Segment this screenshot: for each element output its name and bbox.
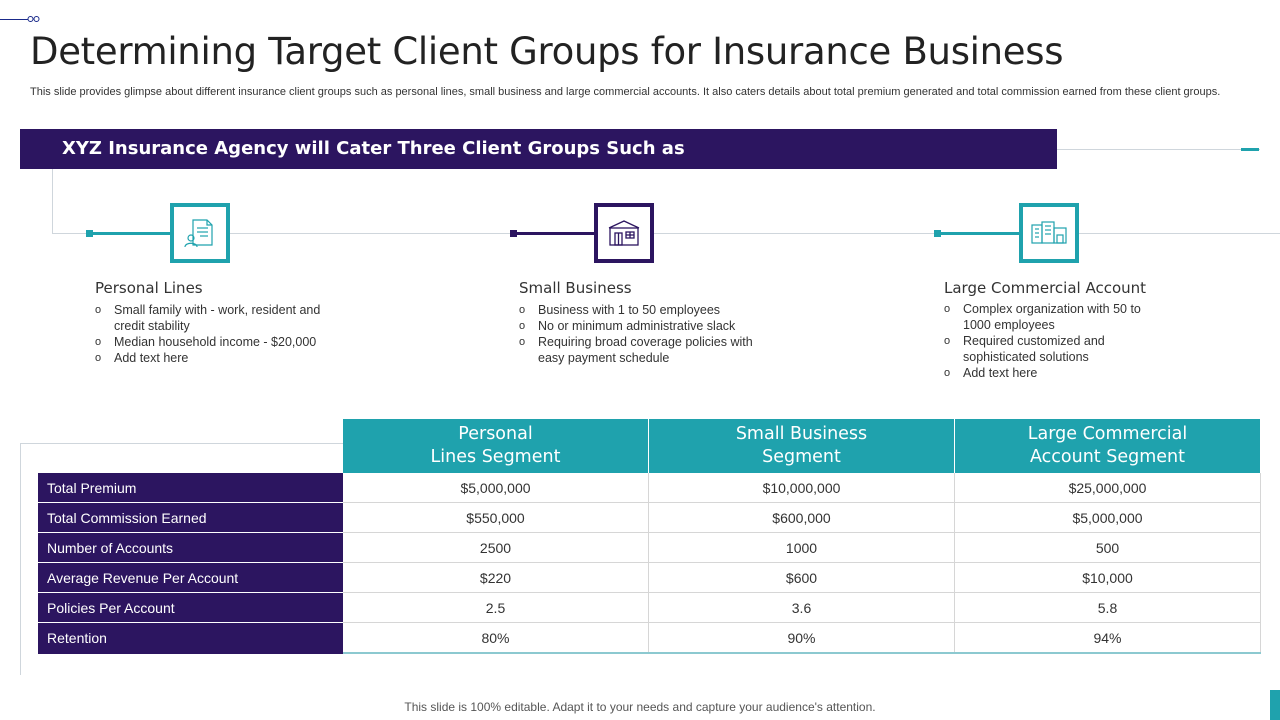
row-label: Policies Per Account [38,593,343,623]
list-item: o Business with 1 to 50 employees [519,302,774,318]
table-row [38,533,1261,563]
list-item: o Complex organization with 50 to 1000 employees [944,301,1159,333]
table-cell: 1000 [649,533,955,563]
group-3-connector [940,232,1019,235]
group-1-list [95,302,340,366]
group-3-title: Large Commercial Account [944,279,1147,297]
list-item: o No or minimum administrative slack [519,318,774,334]
group-3-list [944,301,1159,381]
document-person-icon [183,217,217,249]
table-cell: $600,000 [649,503,955,533]
column-header: Large Commercial Account Segment [955,419,1261,473]
group-3-icon-box [1019,203,1079,263]
group-2-list [519,302,774,366]
banner-extension-line [1057,149,1260,150]
table-cell: 94% [955,623,1261,654]
table-cell: 2500 [343,533,649,563]
shop-building-icon [606,218,642,248]
connector-horizontal-line [52,233,1280,234]
row-label: Total Commission Earned [38,503,343,533]
table-row [38,593,1261,623]
row-label: Number of Accounts [38,533,343,563]
table-cell: 3.6 [649,593,955,623]
table-cell: 2.5 [343,593,649,623]
table-cell: $5,000,000 [955,503,1261,533]
table-cell: $25,000,000 [955,473,1261,503]
group-2-connector [516,232,594,235]
connector-vertical-line [52,169,53,234]
group-1-title: Personal Lines [95,279,203,297]
list-item: o Median household income - $20,000 [95,334,340,350]
page-title: Determining Target Client Groups for Insurance Business [30,30,1064,73]
table-corner-cell [38,419,343,473]
list-item: o Required customized and sophisticated solutions [944,333,1159,365]
table-cell: $10,000 [955,563,1261,593]
corner-decoration-circles [27,15,41,23]
page-subtitle: This slide provides glimpse about different insurance client groups such as personal lines, small business and large commercial accounts. It also caters details about total premium generated and total commission earned from these client groups. [30,86,1221,98]
table-cell: 90% [649,623,955,654]
table-cell: $5,000,000 [343,473,649,503]
group-1-connector [92,232,170,235]
banner-accent-mark [1241,148,1259,151]
column-header: Personal Lines Segment [343,419,649,473]
segment-comparison-table [38,419,1261,654]
group-1-icon-box [170,203,230,263]
table-cell: 500 [955,533,1261,563]
table-cell: 5.8 [955,593,1261,623]
table-cell: $600 [649,563,955,593]
table-frame-left-line [20,443,21,675]
list-item: o Small family with - work, resident and credit stability [95,302,340,334]
list-item: o Requiring broad coverage policies with easy payment schedule [519,334,774,366]
section-banner: XYZ Insurance Agency will Cater Three Client Groups Such as [20,129,1057,169]
list-item: o Add text here [944,365,1159,381]
bottom-right-accent [1270,690,1280,720]
group-2-icon-box [594,203,654,263]
list-item: o Add text here [95,350,340,366]
row-label: Total Premium [38,473,343,503]
table-row [38,563,1261,593]
row-label: Average Revenue Per Account [38,563,343,593]
column-header: Small Business Segment [649,419,955,473]
table-cell: $10,000,000 [649,473,955,503]
commercial-buildings-icon [1030,219,1068,247]
table-cell: $220 [343,563,649,593]
table-row [38,623,1261,654]
footer-note: This slide is 100% editable. Adapt it to your needs and capture your audience's attention. [404,700,876,714]
row-label: Retention [38,623,343,654]
group-2-title: Small Business [519,279,632,297]
table-cell: $550,000 [343,503,649,533]
table-row [38,503,1261,533]
table-header-row [38,419,1261,473]
corner-decoration-line [0,19,28,20]
table-cell: 80% [343,623,649,654]
table-row [38,473,1261,503]
